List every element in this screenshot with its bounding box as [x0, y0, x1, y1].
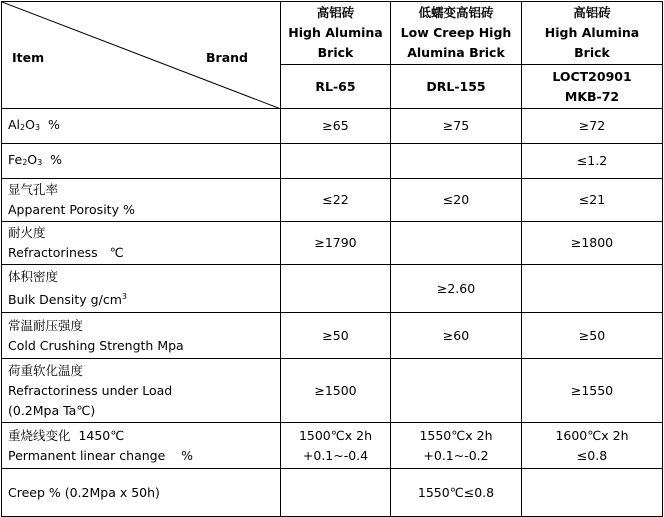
- property-label-al2o3: $Al_2O_3$ %: [2, 109, 281, 144]
- table-row: [2, 423, 663, 469]
- value-cell: ≤21: [522, 179, 663, 222]
- value-cell: [281, 265, 391, 313]
- value-cell: [522, 469, 663, 517]
- value-cell: ≥2.60: [391, 265, 522, 313]
- brand-name-cn: 高铝砖: [573, 5, 611, 20]
- item-brand-header-cell: [2, 2, 281, 109]
- property-label-plc: 重烧线变化 1450℃ Permanent linear change %: [2, 423, 281, 469]
- table-row: [2, 265, 663, 313]
- brand-header-rl65: [281, 2, 391, 65]
- value-cell: [281, 144, 391, 179]
- value-cell: ≥1500: [281, 359, 391, 423]
- brand-code-mkb72: [522, 65, 663, 109]
- brand-header-mkb72: [522, 2, 663, 65]
- value-cell: [522, 265, 663, 313]
- brand-header-label: Brand: [206, 50, 248, 65]
- value-cell: 1600℃x 2h ≤0.8: [522, 423, 663, 469]
- property-table: [1, 1, 663, 517]
- value-cell: 1500℃x 2h +0.1~-0.4: [281, 423, 391, 469]
- value-cell: ≥1550: [522, 359, 663, 423]
- value-cell: ≥50: [281, 313, 391, 359]
- value-cell: [391, 359, 522, 423]
- brand-code: LOCT20901: [552, 68, 632, 84]
- brand-name-cn: 高铝砖: [316, 5, 355, 20]
- item-header-label: Item: [12, 50, 45, 65]
- brand-name-en: High Alumina: [288, 25, 383, 40]
- property-label-rul: 荷重软化温度 Refractoriness under Load (0.2Mpa Ta℃): [2, 359, 281, 423]
- value-cell: [281, 469, 391, 517]
- table-row: [2, 469, 663, 517]
- value-cell: [391, 144, 522, 179]
- table-row: [2, 179, 663, 222]
- property-label-creep: Creep % (0.2Mpa x 50h): [2, 469, 281, 517]
- value-cell: ≥65: [281, 109, 391, 144]
- table-row: [2, 313, 663, 359]
- value-cell: ≥1800: [522, 222, 663, 265]
- table-row: [2, 109, 663, 144]
- property-label-porosity: 显气孔率 Apparent Porosity %: [2, 179, 281, 222]
- brand-name-cn: 低蠕变高铝砖: [418, 5, 494, 20]
- value-cell: ≥75: [391, 109, 522, 144]
- brand-code-drl155: [391, 65, 522, 109]
- value-cell: ≤1.2: [522, 144, 663, 179]
- value-cell: ≥1790: [281, 222, 391, 265]
- brand-name-en: Brick: [574, 45, 610, 60]
- brand-code-rl65: [281, 65, 391, 109]
- brand-code: MKB-72: [564, 88, 620, 104]
- value-cell: ≥72: [522, 109, 663, 144]
- value-cell: [391, 222, 522, 265]
- table-row: [2, 222, 663, 265]
- brand-code: DRL-155: [426, 78, 486, 94]
- property-label-cold-crushing: 常温耐压强度 Cold Crushing Strength Mpa: [2, 313, 281, 359]
- value-cell: 1550℃≤0.8: [391, 469, 522, 517]
- brand-name-en: Alumina Brick: [407, 45, 505, 60]
- property-label-fe2o3: $Fe_2O_3$ %: [2, 144, 281, 179]
- brand-code: RL-65: [315, 78, 356, 94]
- table-row: [2, 359, 663, 423]
- brand-name-en: High Alumina: [544, 25, 640, 40]
- value-cell: ≤20: [391, 179, 522, 222]
- property-label-bulk-density: 体积密度 Bulk Density $g/cm^3$: [2, 265, 281, 313]
- property-label-refractoriness: 耐火度 Refractoriness ℃: [2, 222, 281, 265]
- brand-name-en: Low Creep High: [400, 25, 512, 40]
- value-cell: ≥60: [391, 313, 522, 359]
- table-row: [2, 144, 663, 179]
- brand-header-drl155: [391, 2, 522, 65]
- value-cell: ≤22: [281, 179, 391, 222]
- value-cell: 1550℃x 2h +0.1~-0.2: [391, 423, 522, 469]
- value-cell: ≥50: [522, 313, 663, 359]
- brand-name-en: Brick: [317, 45, 354, 60]
